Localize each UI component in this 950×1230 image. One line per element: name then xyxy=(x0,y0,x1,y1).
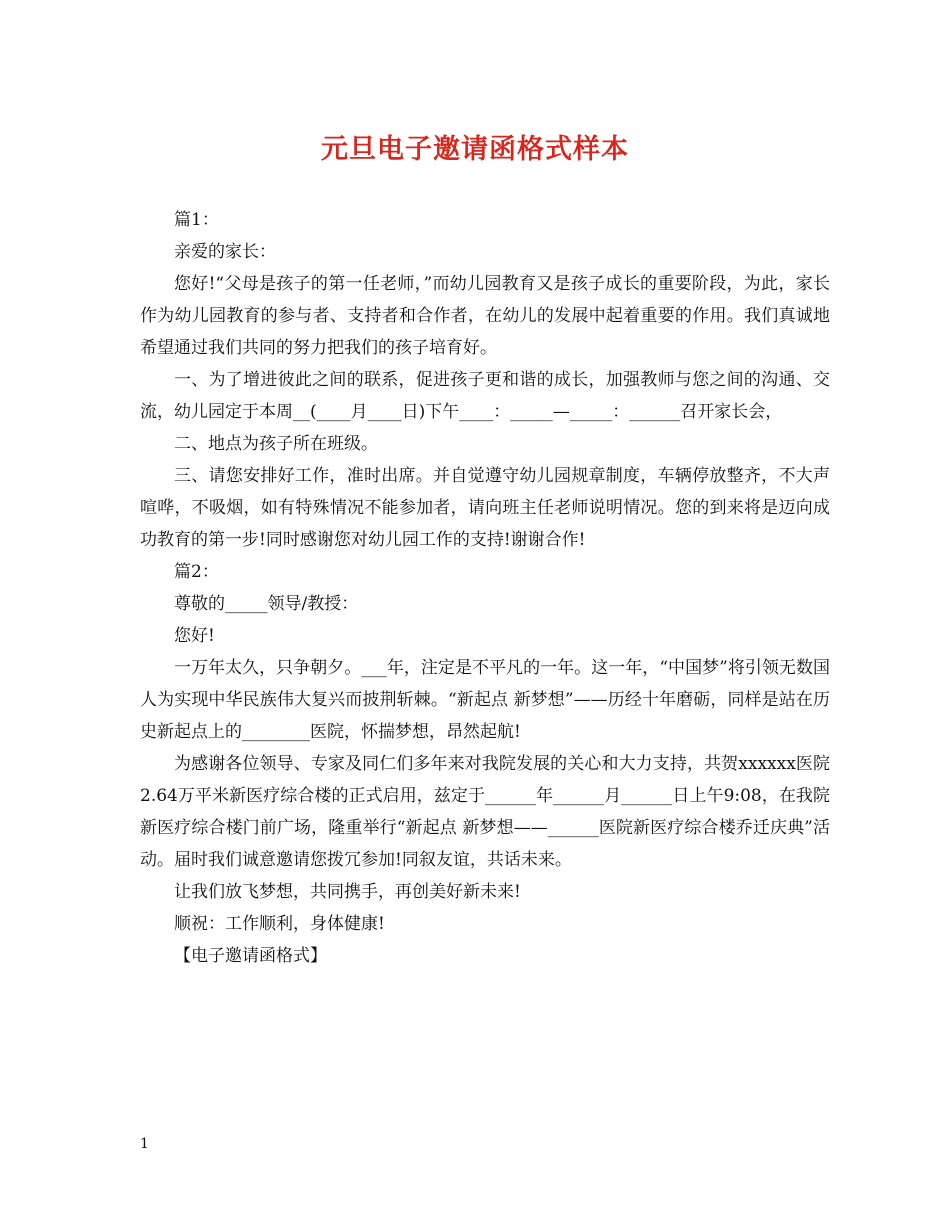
paragraph-greeting-intro: 您好!“父母是孩子的第一任老师，”而幼儿园教育又是孩子成长的重要阶段，为此，家长作为幼儿园教育的参与者、支持者和合作者，在幼儿的发展中起着重要的作用。我们真诚地希望通过我们共同的努力把我们的孩子培育好。 xyxy=(140,274,830,358)
page-number: 1 xyxy=(140,1136,149,1152)
paragraph-invitation-details: 为感谢各位领导、专家及同仁们多年来对我院发展的关心和大力支持，共贺xxxxxx医院2.64万平米新医疗综合楼的正式启用，兹定于______年______月______日上午9:08，在我院新医疗综合楼门前广场，隆重举行“新起点 新梦想——______医院新医疗综合楼乔迁庆典”活动。届时我们诚意邀请您拨冗参加!同叙友谊，共话未来。 xyxy=(140,754,830,870)
paragraph-wishes: 顺祝：工作顺利，身体健康! xyxy=(174,914,385,934)
paragraph-item-3: 三、请您安排好工作，准时出席。并自觉遵守幼儿园规章制度，车辆停放整齐，不大声喧哗，不吸烟，如有特殊情况不能参加者，请向班主任老师说明情况。您的到来将是迈向成功教育的第一步!同时感谢您对幼儿园工作的支持!谢谢合作! xyxy=(140,466,830,550)
paragraph-salutation-leaders: 尊敬的_____领导/教授： xyxy=(174,594,359,614)
paragraph-dream-intro: 一万年太久，只争朝夕。___年，注定是不平凡的一年。这一年，“中国梦”将引领无数国人为实现中华民族伟大复兴而披荆斩棘。“新起点 新梦想”——历经十年磨砺，同样是站在历史新起点上的________医院，怀揣梦想，昂然起航! xyxy=(140,658,830,742)
paragraph-item-1: 一、为了增进彼此之间的联系，促进孩子更和谐的成长，加强教师与您之间的沟通、交流，幼儿园定于本周__(____月____日)下午____：_____—_____：______召开家长会， xyxy=(140,370,830,422)
paragraph-salutation-parents: 亲爱的家长： xyxy=(174,242,276,262)
paragraph-section-2-heading: 篇2： xyxy=(174,562,219,582)
paragraph-item-2: 二、地点为孩子所在班级。 xyxy=(174,434,378,454)
paragraph-closing-call: 让我们放飞梦想，共同携手，再创美好新未来! xyxy=(174,882,521,902)
page-title: 元旦电子邀请函格式样本 xyxy=(321,134,629,165)
paragraph-greeting: 您好! xyxy=(174,626,215,646)
paragraph-format-heading: 【电子邀请函格式】 xyxy=(174,946,327,966)
document-body xyxy=(140,204,830,972)
paragraph-section-1-heading: 篇1： xyxy=(174,210,219,230)
